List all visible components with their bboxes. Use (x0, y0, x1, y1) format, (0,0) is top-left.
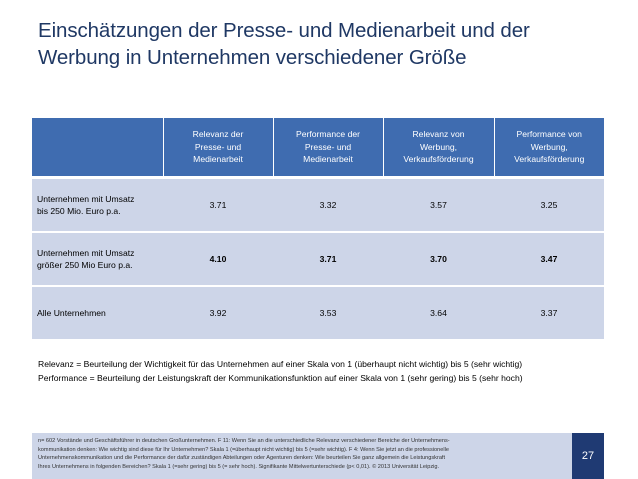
results-table (32, 118, 604, 339)
table-cell: 3.71 (163, 178, 273, 233)
row-label: Alle Unternehmen (32, 286, 163, 339)
table-cell: 3.92 (163, 286, 273, 339)
table-cell: 3.32 (273, 178, 383, 233)
row-label: Unternehmen mit Umsatz größer 250 Mio Euro p.a. (32, 232, 163, 286)
table-cell: 4.10 (163, 232, 273, 286)
scale-notes (38, 357, 618, 385)
slide-title-line-1: Einschätzungen der Presse- und Medienarbeit und der (38, 19, 530, 42)
table-row (32, 178, 604, 233)
table-cell: 3.57 (383, 178, 494, 233)
footer-source-text: n= 602 Vorstände und Geschäftsführer in deutschen Großunternehmen. F 11: Wenn Sie an die unterschiedliche Relevanz verschiedener Bereiche der Unternehmens- kommunikation denken: Wie wichtig sind diese für Ihr Unternehmen? Skala 1 (=überhaupt nicht wichtig) bis 5 (=sehr wichtig). F 4: Wenn Sie jetzt an die professionelle Unternehmenskommunikation und die Performance der dafür zuständigen Abteilungen oder Agenturen denken: Wie beurteilen Sie ganz allgemein die Leistungskraft Ihres Unternehmens in folgenden Bereichen? Skala 1 (=sehr gering) bis 5 (= sehr hoch). Signifikante Mittelwertunterschiede (p< 0,01). © 2013 Universität Leipzig. (38, 438, 450, 470)
performance-note: Performance = Beurteilung der Leistungskraft der Kommunikationsfunktion auf einer Skala von 1 (sehr gering) bis 5 (sehr hoch) (38, 373, 523, 383)
relevanz-note: Relevanz = Beurteilung der Wichtigkeit für das Unternehmen auf einer Skala von 1 (überhaupt nicht wichtig) bis 5 (sehr wichtig) (38, 359, 523, 369)
footer-source-box (32, 433, 604, 479)
header-performance-werbung: Performance von Werbung, Verkaufsförderung (494, 118, 604, 178)
table-cell: 3.70 (383, 232, 494, 286)
table-cell: 3.64 (383, 286, 494, 339)
table-header-row (32, 118, 604, 178)
slide-title-line-2: Werbung in Unternehmen verschiedener Größe (38, 46, 467, 69)
table-cell: 3.47 (494, 232, 604, 286)
page-number: 27 (572, 433, 604, 479)
header-relevanz-presse: Relevanz der Presse- und Medienarbeit (163, 118, 273, 178)
table-cell: 3.71 (273, 232, 383, 286)
table-cell: 3.37 (494, 286, 604, 339)
slide-title (38, 17, 618, 71)
table-row (32, 232, 604, 286)
table-cell: 3.53 (273, 286, 383, 339)
table-row (32, 286, 604, 339)
header-performance-presse: Performance der Presse- und Medienarbeit (273, 118, 383, 178)
header-corner-cell (32, 118, 163, 178)
row-label: Unternehmen mit Umsatz bis 250 Mio. Euro p.a. (32, 178, 163, 233)
header-relevanz-werbung: Relevanz von Werbung, Verkaufsförderung (383, 118, 494, 178)
table-cell: 3.25 (494, 178, 604, 233)
